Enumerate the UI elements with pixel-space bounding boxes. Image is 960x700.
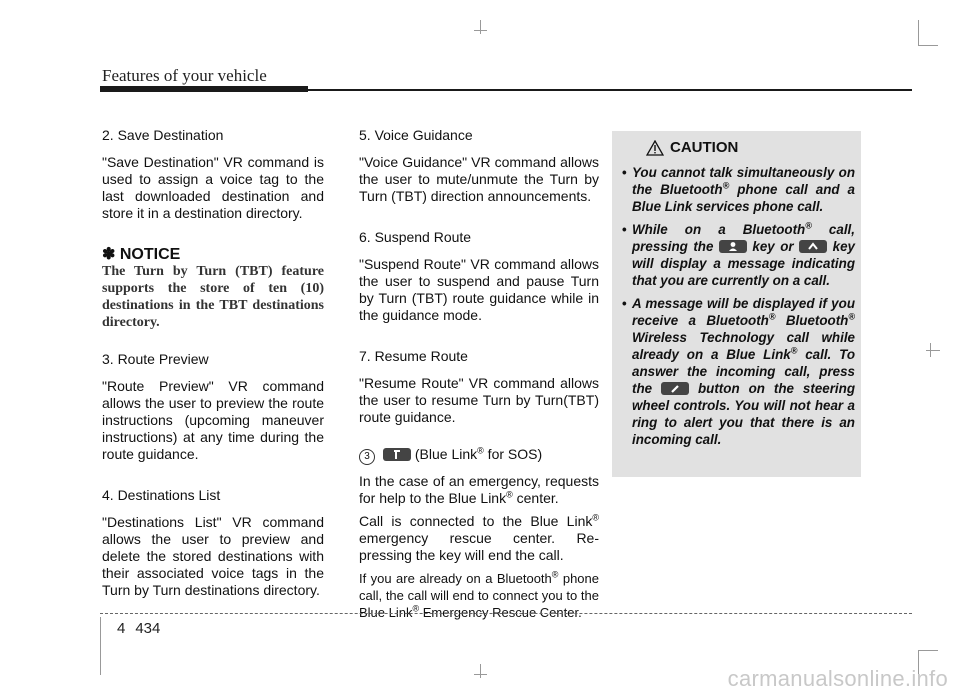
section-heading: 5. Voice Guidance [359,127,473,143]
section-body: "Resume Route" VR command allows the user to resume Turn by Turn(TBT) route guidance. [359,375,599,425]
caution-list [618,164,855,448]
call-end-key-icon [799,240,827,253]
footer-rule [100,613,912,614]
crop-mark [918,650,938,651]
item-number-badge: 3 [359,449,375,465]
crop-mark [480,664,481,678]
sos-label-end: for SOS) [483,446,543,462]
caution-item: • While on a Bluetooth® call, pressing the key or key will display a message indicating that you are currently on a call. [622,220,855,288]
crop-mark [926,350,940,351]
left-column [102,127,324,623]
section-heading: 7. Resume Route [359,348,468,364]
sos-heading: 3 (Blue Link® for SOS) [359,446,599,465]
section-heading: 4. Destinations List [102,487,221,503]
header-rule-thick [100,86,308,92]
phone-key-icon [719,240,747,253]
phone-answer-key-icon [661,382,689,395]
section-body: "Destinations List" VR command allows the user to preview and delete the stored destinations with their associated voice tags in the Turn by Turn destinations directory. [102,514,324,598]
section-body: "Suspend Route" VR command allows the user to suspend and pause Turn by Turn (TBT) route guidance while in the guidance mode. [359,256,599,323]
section-heading: 6. Suspend Route [359,229,472,245]
crop-mark [474,30,487,31]
crop-mark [918,20,919,45]
crop-mark [100,617,101,675]
crop-mark [918,45,938,46]
section-number: 4 [117,620,126,637]
right-column [359,127,599,621]
section-heading: 3. Route Preview [102,351,209,367]
page-number-value: 434 [135,620,161,637]
page-number [117,620,170,637]
crop-mark [474,674,487,675]
caution-item: • A message will be displayed if you receive a Bluetooth® Bluetooth® Wireless Technology call while already on a Blue Link® call. To answer the incoming call, press the button on the steering wheel controls. You will not hear a ring to alert you that there is an incoming call. [622,296,856,447]
notice-text: The Turn by Turn (TBT) feature supports the store of ten (10) destinations in the TBT destinations directory. [102,264,324,330]
sos-label: (Blue Link [414,446,478,462]
section-body: "Route Preview" VR command allows the user to preview the route instructions (upcoming maneuver instructions) at any time during the route guidance. [102,378,324,462]
watermark: carmanualsonline.info [727,666,948,691]
section-body: "Save Destination" VR command is used to assign a voice tag to the last downloaded destination and store it in a destination directory. [102,154,324,221]
sos-key-icon [383,448,411,461]
page-header-title: Features of your vehicle [102,66,267,85]
section-heading: 2. Save Destination [102,127,224,143]
section-body: "Voice Guidance" VR command allows the user to mute/unmute the Turn by Turn (TBT) direction announcements. [359,154,599,204]
sos-paragraph-3: If you are already on a Bluetooth® phone call, the call will end to connect you to the Blue Link® Emergency Rescue Center. [359,569,599,620]
caution-box [612,131,861,477]
caution-item: • You cannot talk simultaneously on the Bluetooth® phone call and a Blue Link services phone call. [622,165,856,214]
caution-header [646,139,855,156]
header-rule-thin [308,89,912,91]
warning-triangle-icon [646,140,664,156]
caution-title: CAUTION [670,139,739,156]
crop-mark [480,20,481,34]
notice-title: ✽ NOTICE [102,246,181,263]
sos-paragraph-1: In the case of an emergency, requests for help to the Blue Link® center. [359,473,599,506]
sos-paragraph-2: Call is connected to the Blue Link® emergency rescue center. Re-pressing the key will end the call. [359,512,599,563]
